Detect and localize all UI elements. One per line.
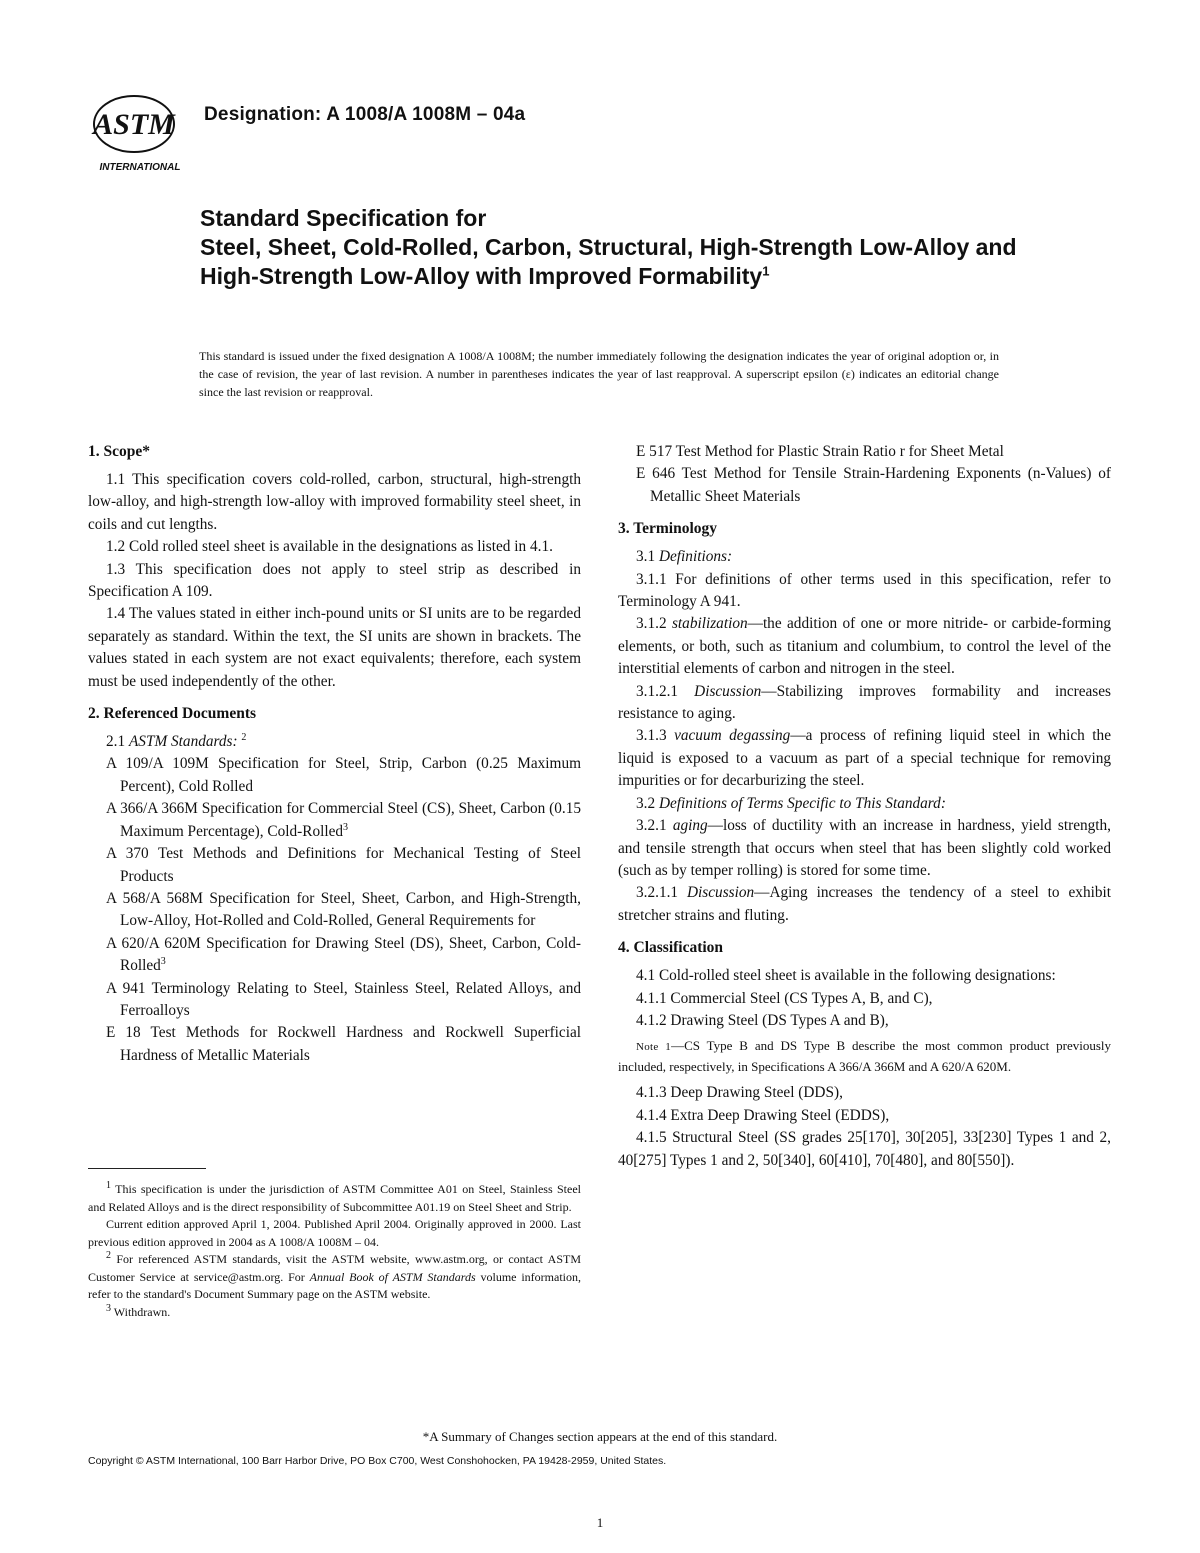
paragraph-1-4: 1.4 The values stated in either inch-pound units or SI units are to be regarded separately as standard. Within the text, the SI units are shown in brackets. The values stated in each system are not exact equivalents; therefore, each system must be used independently of the other.	[88, 605, 581, 690]
designation: Designation: A 1008/A 1008M – 04a	[204, 104, 526, 125]
left-column	[88, 441, 581, 1067]
paragraph-3-2-1: 3.2.1 aging—loss of ductility with an increase in hardness, yield strength, and tensile strength that occurs when steel that has been slightly cold worked (such as by temper rolling) is stored for some time.	[618, 817, 1112, 879]
issued-note: This standard is issued under the fixed designation A 1008/A 1008M; the number immediately following the designation indicates the year of original adoption or, in the case of revision, the year of last revision. A number in parentheses indicates the year of last reapproval. A superscript epsilon (ε) indicates an editorial change since the last revision or reapproval.	[199, 349, 999, 399]
paragraph-3-1-2: 3.1.2 stabilization—the addition of one or more nitride- or carbide-forming elements, or both, such as titanium and columbium, to control the level of the interstitial elements of carbon and nitrogen in the steel.	[618, 615, 1111, 678]
paragraph-2-1: 2.1 ASTM Standards: $^2$	[106, 731, 247, 751]
footnote-1-edition: Current edition approved April 1, 2004. Published April 2004. Originally approved in 2000. Last previous edition approved in 2004 as A 1008/A 1008M – 04.	[88, 1217, 581, 1249]
summary-of-changes-note: *A Summary of Changes section appears at the end of this standard.	[422, 1429, 778, 1444]
logo-subtext: INTERNATIONAL	[99, 162, 181, 173]
title-line-1: Standard Specification for	[200, 205, 487, 231]
paragraph-4-1-1: 4.1.1 Commercial Steel (CS Types A, B, and C),	[636, 989, 933, 1007]
reference-a109: A 109/A 109M Specification for Steel, Strip, Carbon (0.25 Maximum Percent), Cold Rolled	[106, 755, 581, 795]
reference-a620: A 620/A 620M Specification for Drawing Steel (DS), Sheet, Carbon, Cold-Rolled$^3$	[106, 934, 581, 975]
reference-a568: A 568/A 568M Specification for Steel, Sheet, Carbon, and High-Strength, Low-Alloy, Hot-Rolled and Cold-Rolled, General Requirements for	[106, 889, 581, 930]
section-heading-classification: 4. Classification	[618, 939, 724, 957]
document-title	[200, 204, 1020, 291]
copyright-line: Copyright © ASTM International, 100 Barr Harbor Drive, PO Box C700, West Conshohocken, PA 19428-2959, United States.	[88, 1455, 667, 1467]
paragraph-4-1-4: 4.1.4 Extra Deep Drawing Steel (EDDS),	[636, 1106, 890, 1124]
paragraph-3-2-1-1: 3.2.1.1 Discussion—Aging increases the tendency of a steel to exhibit stretcher strains and fluting.	[618, 884, 1111, 924]
paragraph-1-1: 1.1 This specification covers cold-rolled, carbon, structural, high-strength low-alloy, and high-strength low-alloy with improved formability steel sheet, in coils and cut lengths.	[88, 471, 581, 533]
paragraph-3-2: 3.2 Definitions of Terms Specific to This Standard:	[636, 794, 946, 812]
page-number: 1	[596, 1515, 604, 1530]
reference-a941: A 941 Terminology Relating to Steel, Stainless Steel, Related Alloys, and Ferroalloys	[106, 979, 581, 1019]
section-heading-terminology: 3. Terminology	[618, 520, 718, 538]
title-footnote-mark: 1	[762, 263, 770, 279]
reference-a366: A 366/A 366M Specification for Commercial Steel (CS), Sheet, Carbon (0.15 Maximum Percentage), Cold-Rolled$^3$	[106, 800, 581, 840]
paragraph-1-3: 1.3 This specification does not apply to steel strip as described in Specification A 109.	[88, 560, 581, 601]
footnotes	[88, 1181, 581, 1321]
astm-logo	[88, 94, 188, 174]
right-column	[618, 441, 1111, 1172]
reference-a370: A 370 Test Methods and Definitions for Mechanical Testing of Steel Products	[106, 845, 581, 885]
note-1: Note 1—CS Type B and DS Type B describe the most common product previously included, respectively, in Specifications A 366/A 366M and A 620/A 620M.	[618, 1038, 1111, 1075]
paragraph-3-1-2-1: 3.1.2.1 Discussion—Stabilizing improves formability and increases resistance to aging.	[618, 682, 1112, 723]
footnote-divider	[88, 1168, 206, 1169]
reference-e18: E 18 Test Methods for Rockwell Hardness and Rockwell Superficial Hardness of Metallic Materials	[106, 1024, 581, 1064]
paragraph-4-1: 4.1 Cold-rolled steel sheet is available in the following designations:	[636, 967, 1056, 985]
footnote-2: $^2$ For referenced ASTM standards, visit the ASTM website, www.astm.org, or contact ASTM Customer Service at service@astm.org. For Annual Book of ASTM Standards volume information, refer to the standard's Document Summary page on the ASTM website.	[88, 1250, 582, 1301]
paragraph-4-1-2: 4.1.2 Drawing Steel (DS Types A and B),	[636, 1011, 889, 1029]
footnote-3: $^3$ Withdrawn.	[106, 1302, 171, 1319]
logo-text: ASTM	[93, 108, 175, 141]
reference-e646: E 646 Test Method for Tensile Strain-Hardening Exponents (n-Values) of Metallic Sheet Materials	[636, 465, 1111, 505]
paragraph-1-2: 1.2 Cold rolled steel sheet is available in the designations as listed in 4.1.	[106, 538, 553, 556]
footnote-1: $^1$ This specification is under the jurisdiction of ASTM Committee A01 on Steel, Stainless Steel and Related Alloys and is the direct responsibility of Subcommittee A01.19 on Steel Sheet and Strip.	[88, 1180, 581, 1214]
paragraph-3-1-3: 3.1.3 vacuum degassing—a process of refining liquid steel in which the liquid is exposed to a vacuum as part of a special technique for removing impurities or for decarburizing the steel.	[618, 727, 1111, 790]
paragraph-3-1-1: 3.1.1 For definitions of other terms used in this specification, refer to Terminology A 941.	[618, 570, 1111, 611]
section-heading-scope: 1. Scope*	[88, 443, 150, 460]
paragraph-4-1-3: 4.1.3 Deep Drawing Steel (DDS),	[636, 1084, 843, 1102]
title-line-2: Steel, Sheet, Cold-Rolled, Carbon, Structural, High-Strength Low-Alloy and High-Strength Low-Alloy with Improved Formability$^1$	[200, 234, 1017, 289]
paragraph-4-1-5: 4.1.5 Structural Steel (SS grades 25[170], 30[205], 33[230] Types 1 and 2, 40[275] Types 1 and 2, 50[340], 60[410], 70[480], and 80[550]).	[618, 1129, 1111, 1169]
reference-e517: E 517 Test Method for Plastic Strain Ratio r for Sheet Metal	[636, 443, 1004, 460]
paragraph-3-1: 3.1 Definitions:	[636, 548, 733, 566]
section-heading-referenced: 2. Referenced Documents	[88, 705, 257, 723]
